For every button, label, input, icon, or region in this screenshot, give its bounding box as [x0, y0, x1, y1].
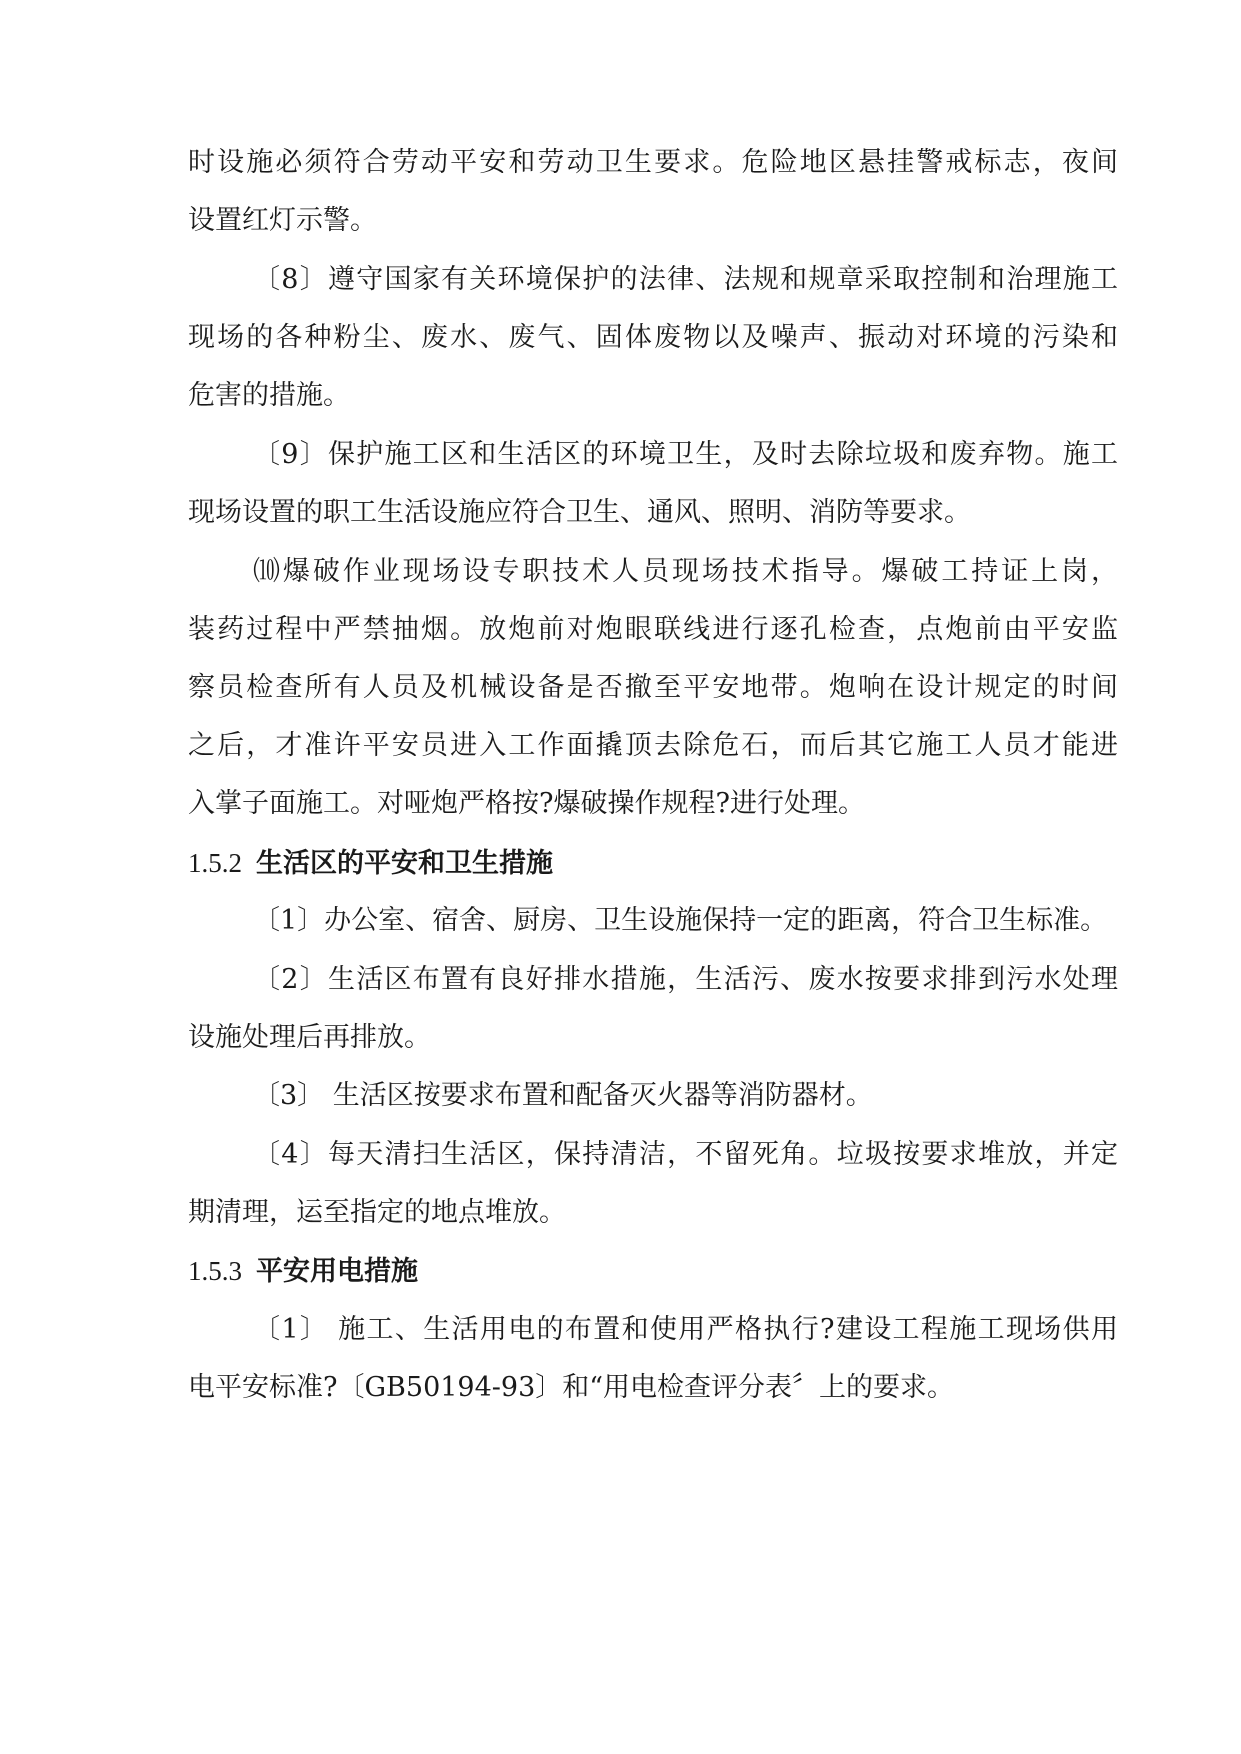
paragraph-line: ⑽爆破作业现场设专职技术人员现场技术指导。爆破工持证上岗， [253, 556, 1118, 587]
paragraph-line: 察员检查所有人员及机械设备是否撤至平安地带。炮响在设计规定的时间 [188, 672, 1118, 703]
section-heading-1-5-3 [188, 1253, 418, 1290]
paragraph-line: 现场设置的职工生活设施应符合卫生、通风、照明、消防等要求。 [188, 497, 971, 528]
section-title: 生活区的平安和卫生措施 [256, 848, 553, 879]
paragraph-line: 时设施必须符合劳动平安和劳动卫生要求。危险地区悬挂警戒标志，夜间 [188, 147, 1118, 178]
paragraph-line: 之后，才准许平安员进入工作面撬顶去除危石，而后其它施工人员才能进 [188, 730, 1118, 761]
paragraph-line: 设施处理后再排放。 [188, 1022, 431, 1053]
paragraph-line: 〔9〕保护施工区和生活区的环境卫生，及时去除垃圾和废弃物。施工 [253, 439, 1118, 470]
paragraph-line: 危害的措施。 [188, 380, 350, 411]
paragraph-line: 设置红灯示警。 [188, 205, 377, 236]
paragraph-line: 期清理，运至指定的地点堆放。 [188, 1197, 566, 1228]
paragraph-line: 入掌子面施工。对哑炮严格按?爆破操作规程?进行处理。 [188, 788, 865, 819]
section-title: 平安用电措施 [256, 1256, 418, 1287]
paragraph-line: 〔4〕每天清扫生活区，保持清洁，不留死角。垃圾按要求堆放，并定 [253, 1139, 1118, 1170]
paragraph-line: 电平安标准?〔GB50194-93〕和“用电检查评分表〞上的要求。 [188, 1372, 955, 1403]
paragraph-line: 〔8〕遵守国家有关环境保护的法律、法规和规章采取控制和治理施工 [253, 264, 1118, 295]
section-number: 1.5.3 [188, 1256, 242, 1286]
paragraph-line: 〔1〕办公室、宿舍、厨房、卫生设施保持一定的距离，符合卫生标准。 [253, 905, 1108, 936]
section-heading-1-5-2 [188, 845, 553, 882]
paragraph-line: 现场的各种粉尘、废水、废气、固体废物以及噪声、振动对环境的污染和 [188, 322, 1118, 353]
paragraph-line: 〔3〕 生活区按要求布置和配备灭火器等消防器材。 [253, 1080, 873, 1111]
paragraph-line: 〔1〕 施工、生活用电的布置和使用严格执行?建设工程施工现场供用 [253, 1314, 1118, 1345]
section-number: 1.5.2 [188, 848, 242, 878]
paragraph-line: 〔2〕生活区布置有良好排水措施，生活污、废水按要求排到污水处理 [253, 964, 1118, 995]
paragraph-line: 装药过程中严禁抽烟。放炮前对炮眼联线进行逐孔检查，点炮前由平安监 [188, 614, 1118, 645]
